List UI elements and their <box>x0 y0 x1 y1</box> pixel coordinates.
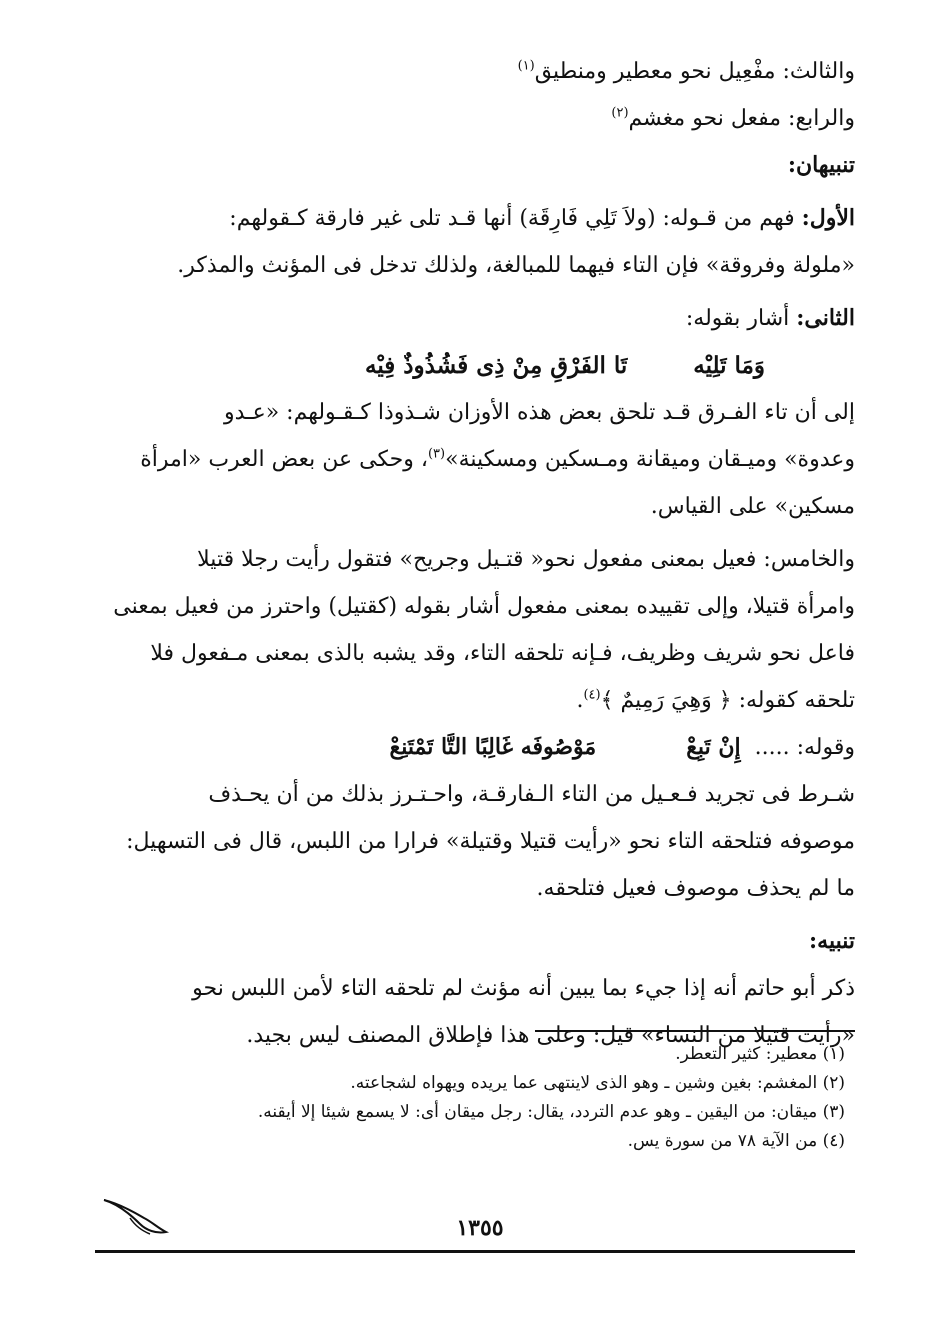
verse-line <box>95 724 855 771</box>
line-text: أشار بقوله: <box>685 306 797 331</box>
line-text: مسكين» على القياس. <box>650 494 855 519</box>
line-text: والرابع: مفعل نحو مغشم <box>628 106 855 131</box>
paragraph-tanbih <box>95 918 855 1059</box>
verse-first-half: وَمَا تَلِيْه <box>693 352 765 379</box>
line-text: فهم من قـوله: (ولاَ تَلِي فَارِقَة) أنها قـد تلى غير فارقة كـقولهم: <box>229 206 802 231</box>
footnote-separator <box>535 1030 855 1032</box>
text-line <box>95 95 855 142</box>
line-text: «رأيت قتيلا من النساء» قيل: وعلى هذا فإطلاق المصنف ليس بجيد. <box>246 1023 855 1048</box>
verse-line <box>365 342 765 389</box>
line-text: تلحقه كقوله: ﴿ وَهِيَ رَمِيمٌ ﴾ <box>600 688 855 713</box>
bottom-rule <box>95 1250 855 1253</box>
footnote: (٢) المغشم: بغين وشين ـ وهو الذى لاينتهى عما يريده ويهواه لشجاعته. <box>350 1073 845 1093</box>
paragraph-lead: الأول: <box>801 205 855 231</box>
footnote-ref[interactable]: (٤) <box>583 687 601 703</box>
line-text: ما لم يحذف موصوف فعيل فتلحقه. <box>536 876 855 901</box>
verse-lead: وقوله: ..... <box>754 735 855 760</box>
verse-first-half: إِنْ تَبِعْ <box>686 734 741 760</box>
footnotes <box>140 1040 845 1156</box>
line-text: «ملولة وفروقة» فإن التاء فيهما للمبالغة، ولذلك تدخل فى المؤنث والمذكر. <box>177 253 855 278</box>
paragraph-first <box>95 195 855 289</box>
line-text: موصوفه فتلحقه التاء نحو «رأيت قتيلا وقتيلة» فرارا من اللبس، قال فى التسهيل: <box>126 829 855 854</box>
verse-second-half: مَوْصُوفَه غَالِبًا التَّا تَمْتَنِعْ <box>389 734 597 760</box>
line-text: وعدوة» وميـقان وميقانة ومـسكين ومسكينة» <box>445 447 855 472</box>
line-text: ، وحكى عن بعض العرب «امرأة <box>140 447 428 472</box>
line-text: والخامس: فعيل بمعنى مفعول نحو« قتـيل وجريح» فتقول رأيت رجلا قتيلا <box>197 547 855 572</box>
page-body <box>95 48 855 1059</box>
footnote: (٣) ميقان: من اليقين ـ وهو عدم التردد، يقال: رجل ميقان أى: لا يسمع شيئا إلا أيقنه. <box>257 1102 845 1122</box>
line-text: إلى أن تاء الفـرق قـد تلحق بعض هذه الأوزان شـذوذا كـقـولهم: «عـدو <box>223 400 855 425</box>
line-text: وامرأة قتيلا، وإلى تقييده بمعنى مفعول أشار بقوله (كقتيل) واحترز من فعيل بمعنى <box>113 594 855 619</box>
quill-ornament-icon <box>100 1190 170 1240</box>
line-text: شـرط فى تجريد فـعـيل من التاء الـفارقـة، واحـتـرز بذلك من أن يحـذف <box>208 782 855 807</box>
line-text: . <box>576 688 584 713</box>
paragraph-fifth <box>95 536 855 912</box>
verse-second-half: تَا الفَرْقِ مِنْ ذِى فَشُذُوذٌ فِيْه <box>365 352 628 379</box>
footnote-ref[interactable]: (٢) <box>611 105 629 121</box>
paragraph-second <box>95 295 855 530</box>
line-text: فاعل نحو شريف وظريف، فـإنه تلحقه التاء، وقد يشبه بالذى بمعنى مـفعول فلا <box>150 641 855 666</box>
footnote: (١) معطير: كثير التعطر. <box>675 1044 845 1064</box>
line-text: ذكر أبو حاتم أنه إذا جيء بما يبين أنه مؤنث لم تلحقه التاء لأمن اللبس نحو <box>192 976 855 1001</box>
text-line <box>95 48 855 95</box>
heading-tanbih: تنبيه: <box>809 928 855 954</box>
footnote-ref[interactable]: (١) <box>517 58 535 74</box>
line-text: والثالث: مفْعِيل نحو معطير ومنطيق <box>534 59 855 84</box>
paragraph-lead: الثانى: <box>796 305 855 331</box>
page-number: ١٣٥٥ <box>456 1215 504 1241</box>
footnote: (٤) من الآية ٧٨ من سورة يس. <box>627 1131 845 1151</box>
heading-tanbihan: تنبيهان: <box>787 152 855 178</box>
footnote-ref[interactable]: (٣) <box>427 446 446 462</box>
